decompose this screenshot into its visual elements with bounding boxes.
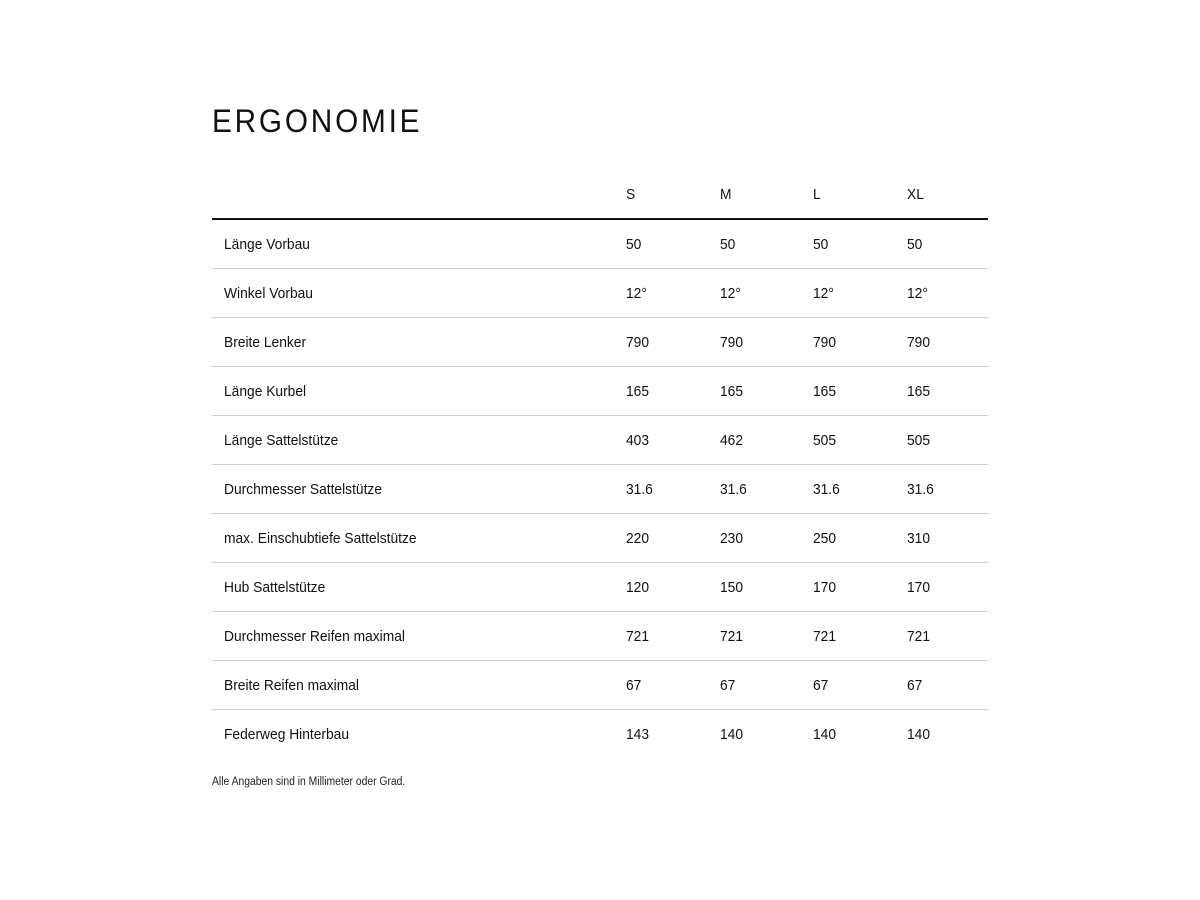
table-row — [212, 661, 988, 710]
table-row — [212, 465, 988, 514]
cell-value: 150 — [708, 563, 802, 612]
header-label-spacer — [212, 170, 614, 219]
row-label: Durchmesser Reifen maximal — [212, 612, 614, 661]
cell-value: 505 — [801, 416, 895, 465]
cell-value: 165 — [614, 367, 708, 416]
cell-value: 12° — [708, 269, 802, 318]
cell-value: 220 — [614, 514, 708, 563]
row-label: Breite Lenker — [212, 318, 614, 367]
row-label: max. Einschubtiefe Sattelstütze — [212, 514, 614, 563]
cell-value: 12° — [895, 269, 989, 318]
cell-value: 67 — [708, 661, 802, 710]
table-header-row — [212, 170, 988, 219]
cell-value: 721 — [614, 612, 708, 661]
cell-value: 120 — [614, 563, 708, 612]
cell-value: 170 — [801, 563, 895, 612]
cell-value: 310 — [895, 514, 989, 563]
cell-value: 790 — [614, 318, 708, 367]
table-row — [212, 514, 988, 563]
column-header-s: S — [614, 170, 708, 219]
cell-value: 31.6 — [708, 465, 802, 514]
cell-value: 12° — [614, 269, 708, 318]
cell-value: 140 — [719, 725, 743, 743]
cell-value: 31.6 — [801, 465, 895, 514]
table-row — [212, 367, 988, 416]
cell-value: 67 — [895, 661, 989, 710]
cell-value: 31.6 — [895, 465, 989, 514]
cell-value: 403 — [614, 416, 708, 465]
cell-value: 165 — [708, 367, 802, 416]
table-row — [212, 269, 988, 318]
cell-value: 790 — [895, 318, 989, 367]
row-label: Breite Reifen maximal — [212, 661, 614, 710]
table-row — [212, 318, 988, 367]
row-label: Hub Sattelstütze — [212, 563, 614, 612]
row-label: Länge Vorbau — [212, 219, 614, 269]
row-label: Federweg Hinterbau — [224, 725, 350, 743]
cell-value: 12° — [801, 269, 895, 318]
cell-value: 790 — [708, 318, 802, 367]
cell-value: 50 — [708, 219, 802, 269]
cell-value: 721 — [801, 612, 895, 661]
column-header-xl: XL — [895, 170, 989, 219]
table-row — [212, 710, 988, 759]
cell-value: 170 — [895, 563, 989, 612]
cell-value: 31.6 — [614, 465, 708, 514]
cell-value: 721 — [708, 612, 802, 661]
column-header-m: M — [708, 170, 802, 219]
cell-value: 140 — [906, 725, 930, 743]
ergonomics-table — [212, 170, 988, 758]
cell-value: 143 — [626, 725, 650, 743]
units-footnote: Alle Angaben sind in Millimeter oder Grad. — [212, 776, 406, 788]
cell-value: 50 — [801, 219, 895, 269]
cell-value: 505 — [895, 416, 989, 465]
table-row — [212, 219, 988, 269]
cell-value: 50 — [614, 219, 708, 269]
cell-value: 462 — [708, 416, 802, 465]
section-title: ERGONOMIE — [212, 103, 423, 139]
row-label: Länge Kurbel — [212, 367, 614, 416]
cell-value: 790 — [801, 318, 895, 367]
row-label: Winkel Vorbau — [212, 269, 614, 318]
cell-value: 721 — [895, 612, 989, 661]
row-label: Länge Sattelstütze — [212, 416, 614, 465]
row-label: Durchmesser Sattelstütze — [212, 465, 614, 514]
table-row — [212, 563, 988, 612]
cell-value: 67 — [801, 661, 895, 710]
cell-value: 165 — [801, 367, 895, 416]
cell-value: 50 — [895, 219, 989, 269]
cell-value: 250 — [801, 514, 895, 563]
cell-value: 165 — [895, 367, 989, 416]
column-header-l: L — [801, 170, 895, 219]
cell-value: 230 — [708, 514, 802, 563]
cell-value: 67 — [614, 661, 708, 710]
table-row — [212, 416, 988, 465]
table-row — [212, 612, 988, 661]
cell-value: 140 — [813, 725, 837, 743]
